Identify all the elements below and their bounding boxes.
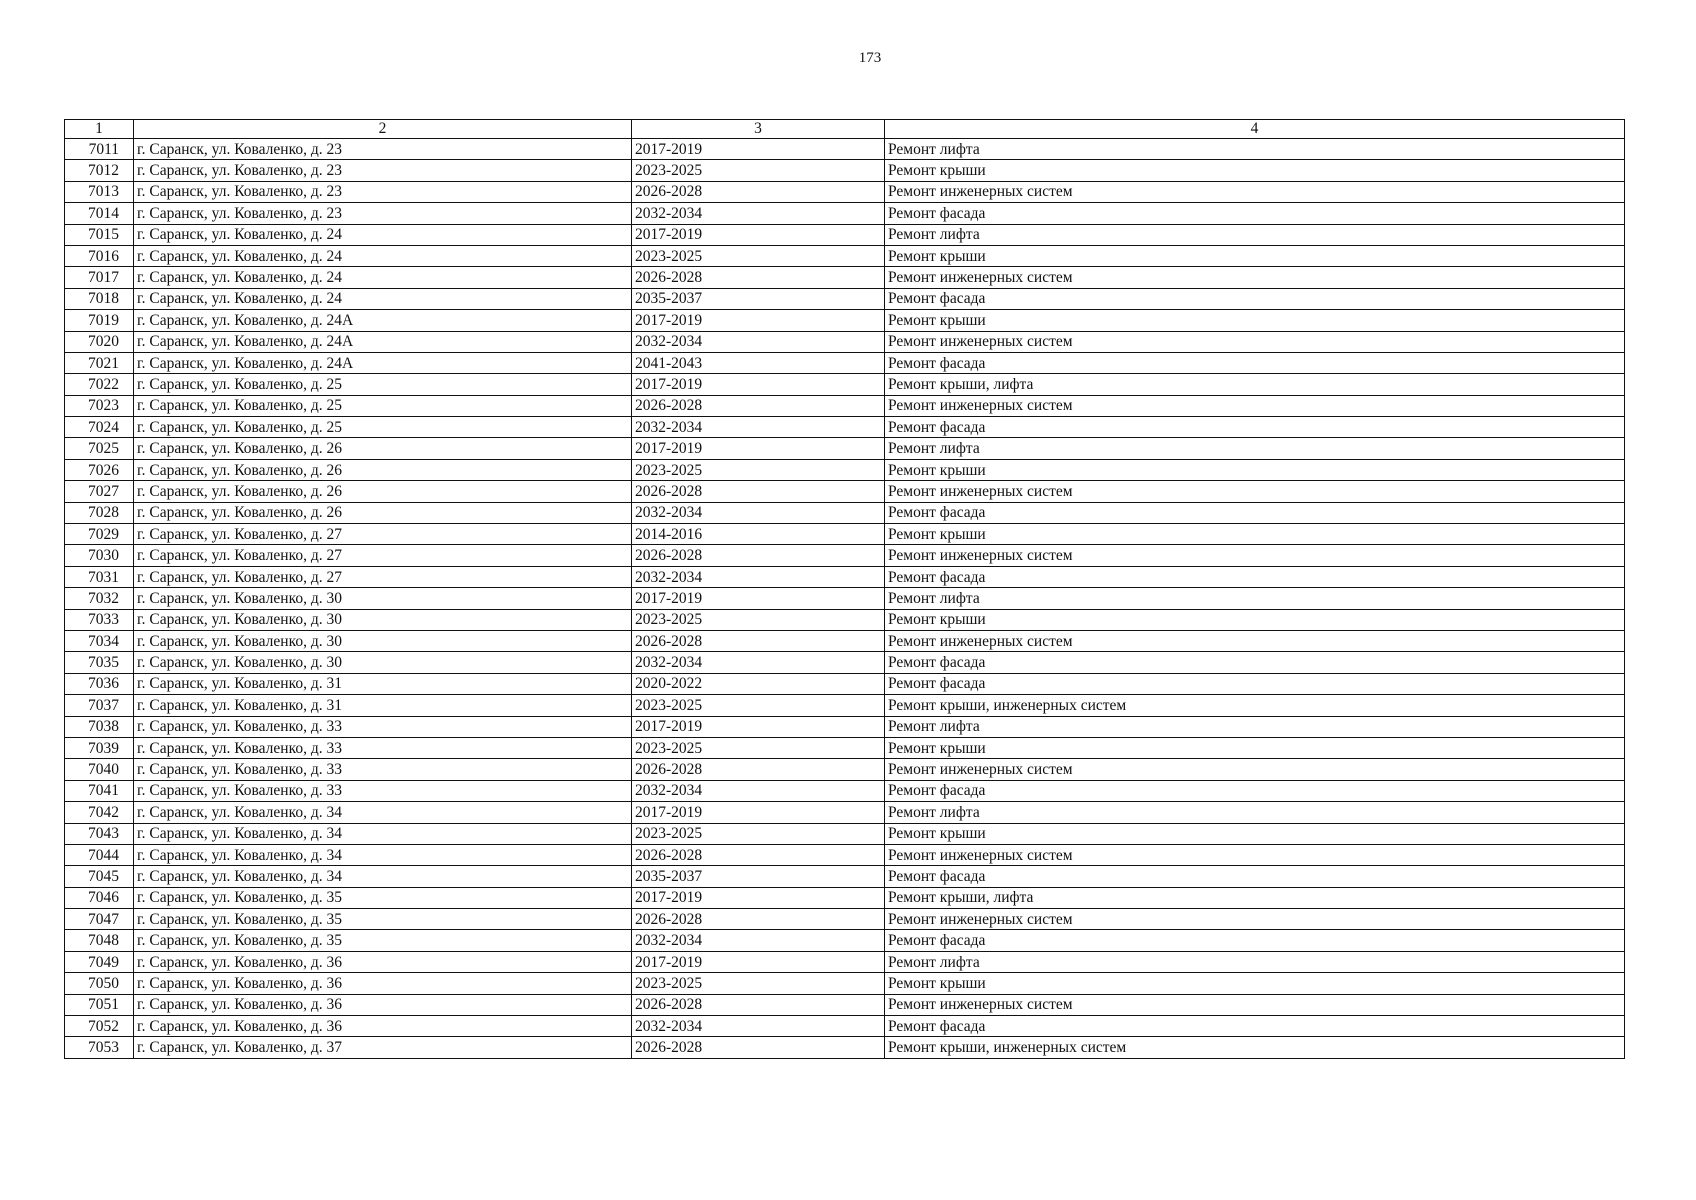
table-row <box>65 139 1625 160</box>
cell-number: 7042 <box>65 802 134 823</box>
cell-period: 2026-2028 <box>632 630 885 651</box>
cell-address: г. Саранск, ул. Коваленко, д. 30 <box>134 609 632 630</box>
cell-work-type: Ремонт фасада <box>885 1016 1625 1037</box>
cell-work-type: Ремонт фасада <box>885 780 1625 801</box>
cell-number: 7038 <box>65 716 134 737</box>
table-row <box>65 630 1625 651</box>
table-row <box>65 673 1625 694</box>
cell-work-type: Ремонт крыши <box>885 459 1625 480</box>
cell-period: 2026-2028 <box>632 909 885 930</box>
cell-period: 2026-2028 <box>632 545 885 566</box>
cell-work-type: Ремонт лифта <box>885 224 1625 245</box>
cell-number: 7022 <box>65 374 134 395</box>
cell-address: г. Саранск, ул. Коваленко, д. 33 <box>134 716 632 737</box>
cell-number: 7021 <box>65 352 134 373</box>
cell-work-type: Ремонт крыши <box>885 524 1625 545</box>
table-row <box>65 417 1625 438</box>
table-body <box>65 139 1625 1059</box>
cell-work-type: Ремонт лифта <box>885 716 1625 737</box>
cell-period: 2020-2022 <box>632 673 885 694</box>
cell-number: 7029 <box>65 524 134 545</box>
cell-address: г. Саранск, ул. Коваленко, д. 24А <box>134 310 632 331</box>
cell-address: г. Саранск, ул. Коваленко, д. 26 <box>134 502 632 523</box>
cell-number: 7053 <box>65 1037 134 1058</box>
cell-number: 7044 <box>65 844 134 865</box>
cell-period: 2032-2034 <box>632 930 885 951</box>
table-row <box>65 802 1625 823</box>
cell-work-type: Ремонт инженерных систем <box>885 395 1625 416</box>
cell-number: 7031 <box>65 566 134 587</box>
cell-address: г. Саранск, ул. Коваленко, д. 25 <box>134 395 632 416</box>
table-row <box>65 930 1625 951</box>
cell-number: 7025 <box>65 438 134 459</box>
table-row <box>65 288 1625 309</box>
cell-work-type: Ремонт фасада <box>885 866 1625 887</box>
cell-address: г. Саранск, ул. Коваленко, д. 26 <box>134 481 632 502</box>
table-row <box>65 887 1625 908</box>
cell-work-type: Ремонт инженерных систем <box>885 844 1625 865</box>
cell-period: 2017-2019 <box>632 224 885 245</box>
cell-number: 7047 <box>65 909 134 930</box>
cell-number: 7019 <box>65 310 134 331</box>
table-row <box>65 566 1625 587</box>
cell-number: 7052 <box>65 1016 134 1037</box>
cell-period: 2017-2019 <box>632 887 885 908</box>
table-row <box>65 951 1625 972</box>
cell-address: г. Саранск, ул. Коваленко, д. 34 <box>134 802 632 823</box>
cell-number: 7013 <box>65 181 134 202</box>
table-row <box>65 374 1625 395</box>
cell-number: 7046 <box>65 887 134 908</box>
table-row <box>65 245 1625 266</box>
table-row <box>65 331 1625 352</box>
table-row <box>65 652 1625 673</box>
page-number: 173 <box>858 50 882 66</box>
cell-work-type: Ремонт инженерных систем <box>885 630 1625 651</box>
table-row <box>65 844 1625 865</box>
cell-address: г. Саранск, ул. Коваленко, д. 26 <box>134 459 632 480</box>
table-row <box>65 759 1625 780</box>
column-header-work-type: 4 <box>885 120 1625 139</box>
cell-address: г. Саранск, ул. Коваленко, д. 23 <box>134 160 632 181</box>
column-header-period: 3 <box>632 120 885 139</box>
cell-number: 7028 <box>65 502 134 523</box>
cell-work-type: Ремонт фасада <box>885 417 1625 438</box>
cell-period: 2023-2025 <box>632 609 885 630</box>
cell-address: г. Саранск, ул. Коваленко, д. 24 <box>134 288 632 309</box>
table-row <box>65 502 1625 523</box>
cell-address: г. Саранск, ул. Коваленко, д. 25 <box>134 417 632 438</box>
cell-address: г. Саранск, ул. Коваленко, д. 36 <box>134 994 632 1015</box>
cell-period: 2026-2028 <box>632 181 885 202</box>
table-row <box>65 224 1625 245</box>
cell-address: г. Саранск, ул. Коваленко, д. 33 <box>134 737 632 758</box>
cell-address: г. Саранск, ул. Коваленко, д. 36 <box>134 1016 632 1037</box>
table-row <box>65 160 1625 181</box>
cell-address: г. Саранск, ул. Коваленко, д. 23 <box>134 181 632 202</box>
table-row <box>65 695 1625 716</box>
table-header <box>65 120 1625 139</box>
cell-number: 7035 <box>65 652 134 673</box>
cell-period: 2032-2034 <box>632 1016 885 1037</box>
column-header-address: 2 <box>134 120 632 139</box>
table-row <box>65 481 1625 502</box>
cell-period: 2032-2034 <box>632 566 885 587</box>
cell-period: 2023-2025 <box>632 823 885 844</box>
cell-number: 7050 <box>65 973 134 994</box>
cell-work-type: Ремонт лифта <box>885 588 1625 609</box>
cell-work-type: Ремонт лифта <box>885 438 1625 459</box>
table-row <box>65 909 1625 930</box>
cell-number: 7032 <box>65 588 134 609</box>
cell-work-type: Ремонт инженерных систем <box>885 331 1625 352</box>
table-row <box>65 780 1625 801</box>
cell-address: г. Саранск, ул. Коваленко, д. 33 <box>134 759 632 780</box>
cell-period: 2023-2025 <box>632 695 885 716</box>
cell-number: 7026 <box>65 459 134 480</box>
cell-number: 7039 <box>65 737 134 758</box>
cell-period: 2023-2025 <box>632 160 885 181</box>
table-row <box>65 973 1625 994</box>
cell-address: г. Саранск, ул. Коваленко, д. 36 <box>134 951 632 972</box>
table-row <box>65 1037 1625 1058</box>
cell-period: 2032-2034 <box>632 331 885 352</box>
cell-address: г. Саранск, ул. Коваленко, д. 35 <box>134 909 632 930</box>
cell-period: 2023-2025 <box>632 737 885 758</box>
cell-period: 2032-2034 <box>632 652 885 673</box>
table-row <box>65 716 1625 737</box>
cell-address: г. Саранск, ул. Коваленко, д. 26 <box>134 438 632 459</box>
cell-work-type: Ремонт лифта <box>885 802 1625 823</box>
cell-period: 2017-2019 <box>632 438 885 459</box>
cell-work-type: Ремонт фасада <box>885 930 1625 951</box>
cell-work-type: Ремонт фасада <box>885 673 1625 694</box>
cell-work-type: Ремонт крыши, инженерных систем <box>885 1037 1625 1058</box>
cell-period: 2023-2025 <box>632 459 885 480</box>
cell-address: г. Саранск, ул. Коваленко, д. 35 <box>134 887 632 908</box>
cell-number: 7049 <box>65 951 134 972</box>
cell-number: 7027 <box>65 481 134 502</box>
cell-period: 2026-2028 <box>632 1037 885 1058</box>
table-row <box>65 310 1625 331</box>
cell-period: 2014-2016 <box>632 524 885 545</box>
cell-period: 2026-2028 <box>632 844 885 865</box>
cell-work-type: Ремонт инженерных систем <box>885 759 1625 780</box>
cell-period: 2023-2025 <box>632 245 885 266</box>
cell-number: 7020 <box>65 331 134 352</box>
cell-work-type: Ремонт крыши <box>885 973 1625 994</box>
cell-number: 7048 <box>65 930 134 951</box>
cell-work-type: Ремонт крыши <box>885 160 1625 181</box>
cell-work-type: Ремонт инженерных систем <box>885 909 1625 930</box>
cell-period: 2017-2019 <box>632 139 885 160</box>
table-row <box>65 994 1625 1015</box>
cell-work-type: Ремонт инженерных систем <box>885 481 1625 502</box>
cell-address: г. Саранск, ул. Коваленко, д. 34 <box>134 844 632 865</box>
cell-address: г. Саранск, ул. Коваленко, д. 24А <box>134 352 632 373</box>
cell-period: 2035-2037 <box>632 288 885 309</box>
cell-address: г. Саранск, ул. Коваленко, д. 27 <box>134 524 632 545</box>
cell-work-type: Ремонт инженерных систем <box>885 267 1625 288</box>
cell-number: 7045 <box>65 866 134 887</box>
table-row <box>65 438 1625 459</box>
cell-number: 7043 <box>65 823 134 844</box>
cell-period: 2026-2028 <box>632 481 885 502</box>
table-row <box>65 395 1625 416</box>
cell-number: 7040 <box>65 759 134 780</box>
cell-work-type: Ремонт фасада <box>885 652 1625 673</box>
cell-number: 7014 <box>65 203 134 224</box>
table-row <box>65 545 1625 566</box>
cell-work-type: Ремонт лифта <box>885 951 1625 972</box>
cell-period: 2035-2037 <box>632 866 885 887</box>
cell-work-type: Ремонт фасада <box>885 203 1625 224</box>
cell-period: 2017-2019 <box>632 374 885 395</box>
cell-work-type: Ремонт крыши <box>885 609 1625 630</box>
table-row <box>65 181 1625 202</box>
header-row <box>65 120 1625 139</box>
cell-number: 7017 <box>65 267 134 288</box>
cell-work-type: Ремонт крыши, инженерных систем <box>885 695 1625 716</box>
cell-number: 7041 <box>65 780 134 801</box>
capital-repair-table <box>64 119 1625 1059</box>
table-row <box>65 524 1625 545</box>
cell-number: 7011 <box>65 139 134 160</box>
cell-work-type: Ремонт инженерных систем <box>885 545 1625 566</box>
cell-period: 2041-2043 <box>632 352 885 373</box>
cell-work-type: Ремонт крыши <box>885 737 1625 758</box>
cell-period: 2026-2028 <box>632 395 885 416</box>
cell-address: г. Саранск, ул. Коваленко, д. 31 <box>134 673 632 694</box>
cell-number: 7034 <box>65 630 134 651</box>
cell-address: г. Саранск, ул. Коваленко, д. 23 <box>134 203 632 224</box>
cell-period: 2017-2019 <box>632 951 885 972</box>
cell-address: г. Саранск, ул. Коваленко, д. 36 <box>134 973 632 994</box>
cell-work-type: Ремонт крыши <box>885 310 1625 331</box>
cell-address: г. Саранск, ул. Коваленко, д. 27 <box>134 566 632 587</box>
cell-period: 2017-2019 <box>632 802 885 823</box>
cell-period: 2017-2019 <box>632 310 885 331</box>
cell-number: 7037 <box>65 695 134 716</box>
cell-work-type: Ремонт инженерных систем <box>885 181 1625 202</box>
cell-address: г. Саранск, ул. Коваленко, д. 34 <box>134 866 632 887</box>
cell-period: 2032-2034 <box>632 502 885 523</box>
cell-address: г. Саранск, ул. Коваленко, д. 35 <box>134 930 632 951</box>
cell-period: 2017-2019 <box>632 588 885 609</box>
cell-work-type: Ремонт лифта <box>885 139 1625 160</box>
cell-number: 7024 <box>65 417 134 438</box>
cell-period: 2032-2034 <box>632 780 885 801</box>
table-row <box>65 203 1625 224</box>
table-row <box>65 866 1625 887</box>
table-row <box>65 459 1625 480</box>
cell-work-type: Ремонт фасада <box>885 566 1625 587</box>
cell-address: г. Саранск, ул. Коваленко, д. 25 <box>134 374 632 395</box>
cell-address: г. Саранск, ул. Коваленко, д. 27 <box>134 545 632 566</box>
cell-address: г. Саранск, ул. Коваленко, д. 24 <box>134 245 632 266</box>
table-row <box>65 737 1625 758</box>
column-header-number: 1 <box>65 120 134 139</box>
cell-work-type: Ремонт крыши, лифта <box>885 374 1625 395</box>
table-row <box>65 1016 1625 1037</box>
table-row <box>65 352 1625 373</box>
cell-work-type: Ремонт инженерных систем <box>885 994 1625 1015</box>
cell-work-type: Ремонт крыши <box>885 823 1625 844</box>
table-row <box>65 609 1625 630</box>
cell-address: г. Саранск, ул. Коваленко, д. 37 <box>134 1037 632 1058</box>
cell-address: г. Саранск, ул. Коваленко, д. 33 <box>134 780 632 801</box>
cell-period: 2023-2025 <box>632 973 885 994</box>
cell-period: 2032-2034 <box>632 417 885 438</box>
cell-number: 7033 <box>65 609 134 630</box>
cell-number: 7023 <box>65 395 134 416</box>
cell-number: 7030 <box>65 545 134 566</box>
cell-work-type: Ремонт крыши <box>885 245 1625 266</box>
table-row <box>65 588 1625 609</box>
cell-number: 7051 <box>65 994 134 1015</box>
cell-number: 7016 <box>65 245 134 266</box>
cell-number: 7012 <box>65 160 134 181</box>
cell-period: 2026-2028 <box>632 994 885 1015</box>
cell-address: г. Саранск, ул. Коваленко, д. 31 <box>134 695 632 716</box>
cell-address: г. Саранск, ул. Коваленко, д. 30 <box>134 652 632 673</box>
cell-period: 2032-2034 <box>632 203 885 224</box>
cell-address: г. Саранск, ул. Коваленко, д. 34 <box>134 823 632 844</box>
cell-address: г. Саранск, ул. Коваленко, д. 23 <box>134 139 632 160</box>
cell-address: г. Саранск, ул. Коваленко, д. 24 <box>134 267 632 288</box>
cell-number: 7015 <box>65 224 134 245</box>
cell-work-type: Ремонт крыши, лифта <box>885 887 1625 908</box>
table-row <box>65 823 1625 844</box>
cell-work-type: Ремонт фасада <box>885 288 1625 309</box>
cell-number: 7036 <box>65 673 134 694</box>
cell-address: г. Саранск, ул. Коваленко, д. 24А <box>134 331 632 352</box>
cell-address: г. Саранск, ул. Коваленко, д. 30 <box>134 630 632 651</box>
cell-period: 2026-2028 <box>632 759 885 780</box>
cell-work-type: Ремонт фасада <box>885 502 1625 523</box>
cell-address: г. Саранск, ул. Коваленко, д. 30 <box>134 588 632 609</box>
cell-period: 2026-2028 <box>632 267 885 288</box>
cell-address: г. Саранск, ул. Коваленко, д. 24 <box>134 224 632 245</box>
cell-number: 7018 <box>65 288 134 309</box>
cell-work-type: Ремонт фасада <box>885 352 1625 373</box>
table-row <box>65 267 1625 288</box>
cell-period: 2017-2019 <box>632 716 885 737</box>
